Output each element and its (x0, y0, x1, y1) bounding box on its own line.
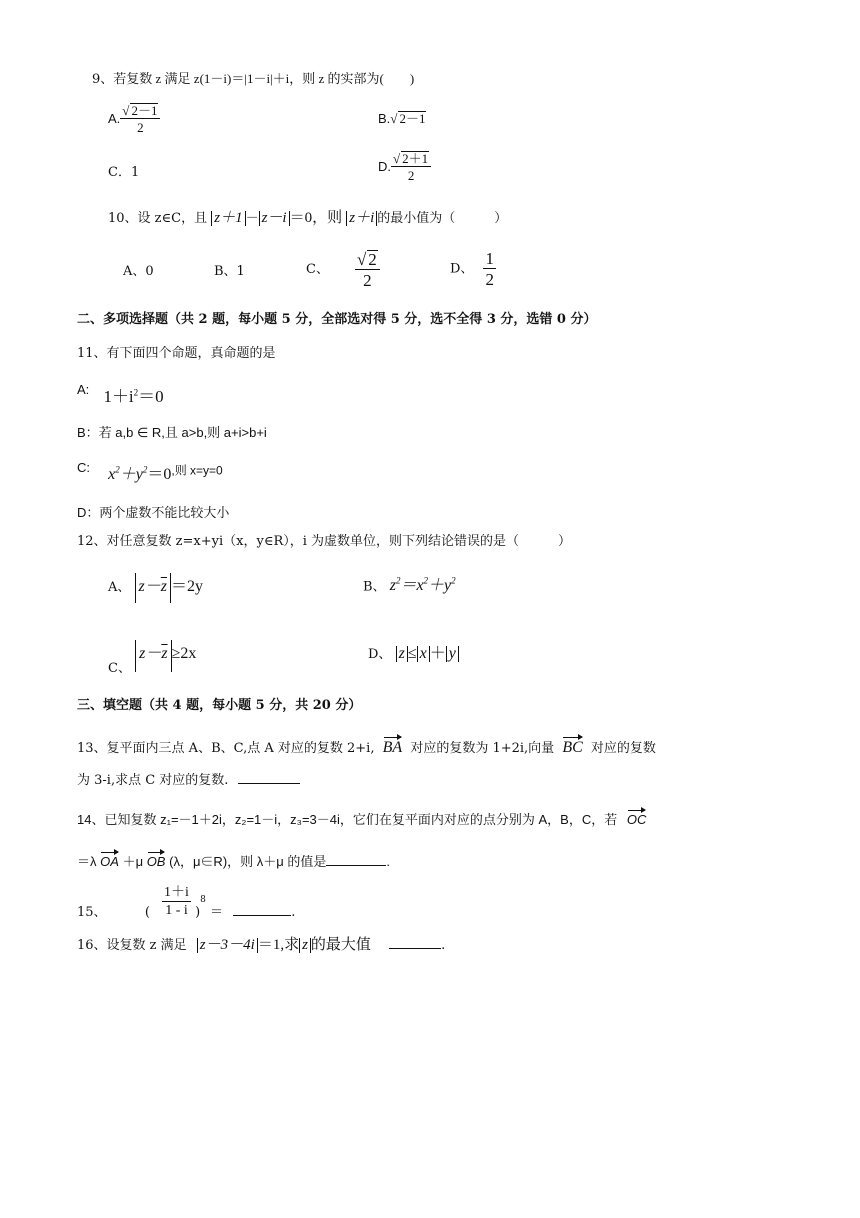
q10-option-c: C、 $\frac{√ 2}{2}$ (306, 250, 380, 289)
section-2-heading: 二、多项选择题（共 2 题，每小题 5 分，全部选对得 5 分，选不全得 3 分，选错 0 分） (77, 312, 597, 327)
q9-option-c: C．1 (108, 165, 140, 180)
q11-option-d: D：两个虚数不能比较大小 (77, 505, 230, 520)
q13-line1: 13、复平面内三点 A、B、C,点 A 对应的复数 2+i, BA 对应的复数为 1+2i,向量 BC 对应的复数 (77, 739, 656, 756)
q10-option-b: B、1 (214, 264, 245, 279)
q10-option-d: D、 $\frac{1}{2}$ (450, 249, 494, 289)
q13-answer-blank[interactable] (238, 783, 300, 784)
q12-stem: 12、对任意复数 z=x+yi（x，y∈R），i 为虚数单位，则下列结论错误的是（ ） (77, 534, 572, 549)
section-3-heading: 三、填空题（共 4 题，每小题 5 分，共 20 分） (77, 698, 362, 713)
q15-answer-blank[interactable] (233, 915, 291, 916)
vector-oc: OC (626, 812, 647, 827)
q11-option-a: A: $1+i^2=0$ (77, 382, 164, 406)
vector-ob: OB (146, 854, 166, 869)
vector-bc: BC (562, 739, 583, 756)
q15-expression: 15、 ( $\frac{1+i}{1 - i}$ )$^8$ ＝ . (77, 885, 296, 920)
q12-option-b: B、 $z^2=x^2+y^2$ (363, 576, 456, 595)
q12-option-a: A、 $z-\overline{z} =2y$ (108, 573, 203, 603)
vector-oa: OA (100, 854, 119, 869)
q12-option-d: D、 z ≤ x ＋ y (368, 646, 459, 662)
q14-line1: 14、已知复数 z₁=－1＋2i，z₂=1－i，z₃=3－4i，它们在复平面内对应的点分别为 A，B，C，若 OC (77, 812, 647, 827)
q9-stem: 9、若复数 z 满足 z(1－i)＝|1－i|＋i，则 z 的实部为( ) (92, 71, 415, 87)
q16-answer-blank[interactable] (389, 948, 441, 949)
q10-option-a: A、0 (123, 264, 154, 279)
q9-option-d: D. $\frac{√ 2+1}{2}$ (378, 151, 431, 182)
q14-answer-blank[interactable] (326, 865, 386, 866)
q9-option-b: B.√ 2－1 (378, 111, 426, 126)
q9-option-a: A. $\frac{√ 2-1}{2}$ (108, 103, 160, 134)
q16-stem: 16、设复数 z 满足 z－3－4i ＝1,求 z 的最大值 . (77, 935, 446, 953)
q12-option-c: C、 $z-\overline{z} \ge 2x$ (108, 640, 196, 672)
q11-option-c: C: $x^2+y^2=0$,则 x=y=0 (77, 460, 223, 484)
q13-line2: 为 3-i,求点 C 对应的复数. (77, 774, 300, 787)
q11-option-b: B：若 a,b ∈ R,且 a>b,则 a+i>b+i (77, 425, 267, 440)
q14-line2: ＝λ OA ＋μ OB (λ，μ∈R)，则 λ＋μ 的值是 . (77, 854, 390, 869)
q10-stem: 10、设 z∈C，且 z＋1 － z－i ＝0，则 z＋i 的最小值为（ ） (108, 210, 508, 226)
q11-stem: 11、有下面四个命题，真命题的是 (77, 346, 276, 361)
vector-ba: BA (382, 739, 403, 756)
